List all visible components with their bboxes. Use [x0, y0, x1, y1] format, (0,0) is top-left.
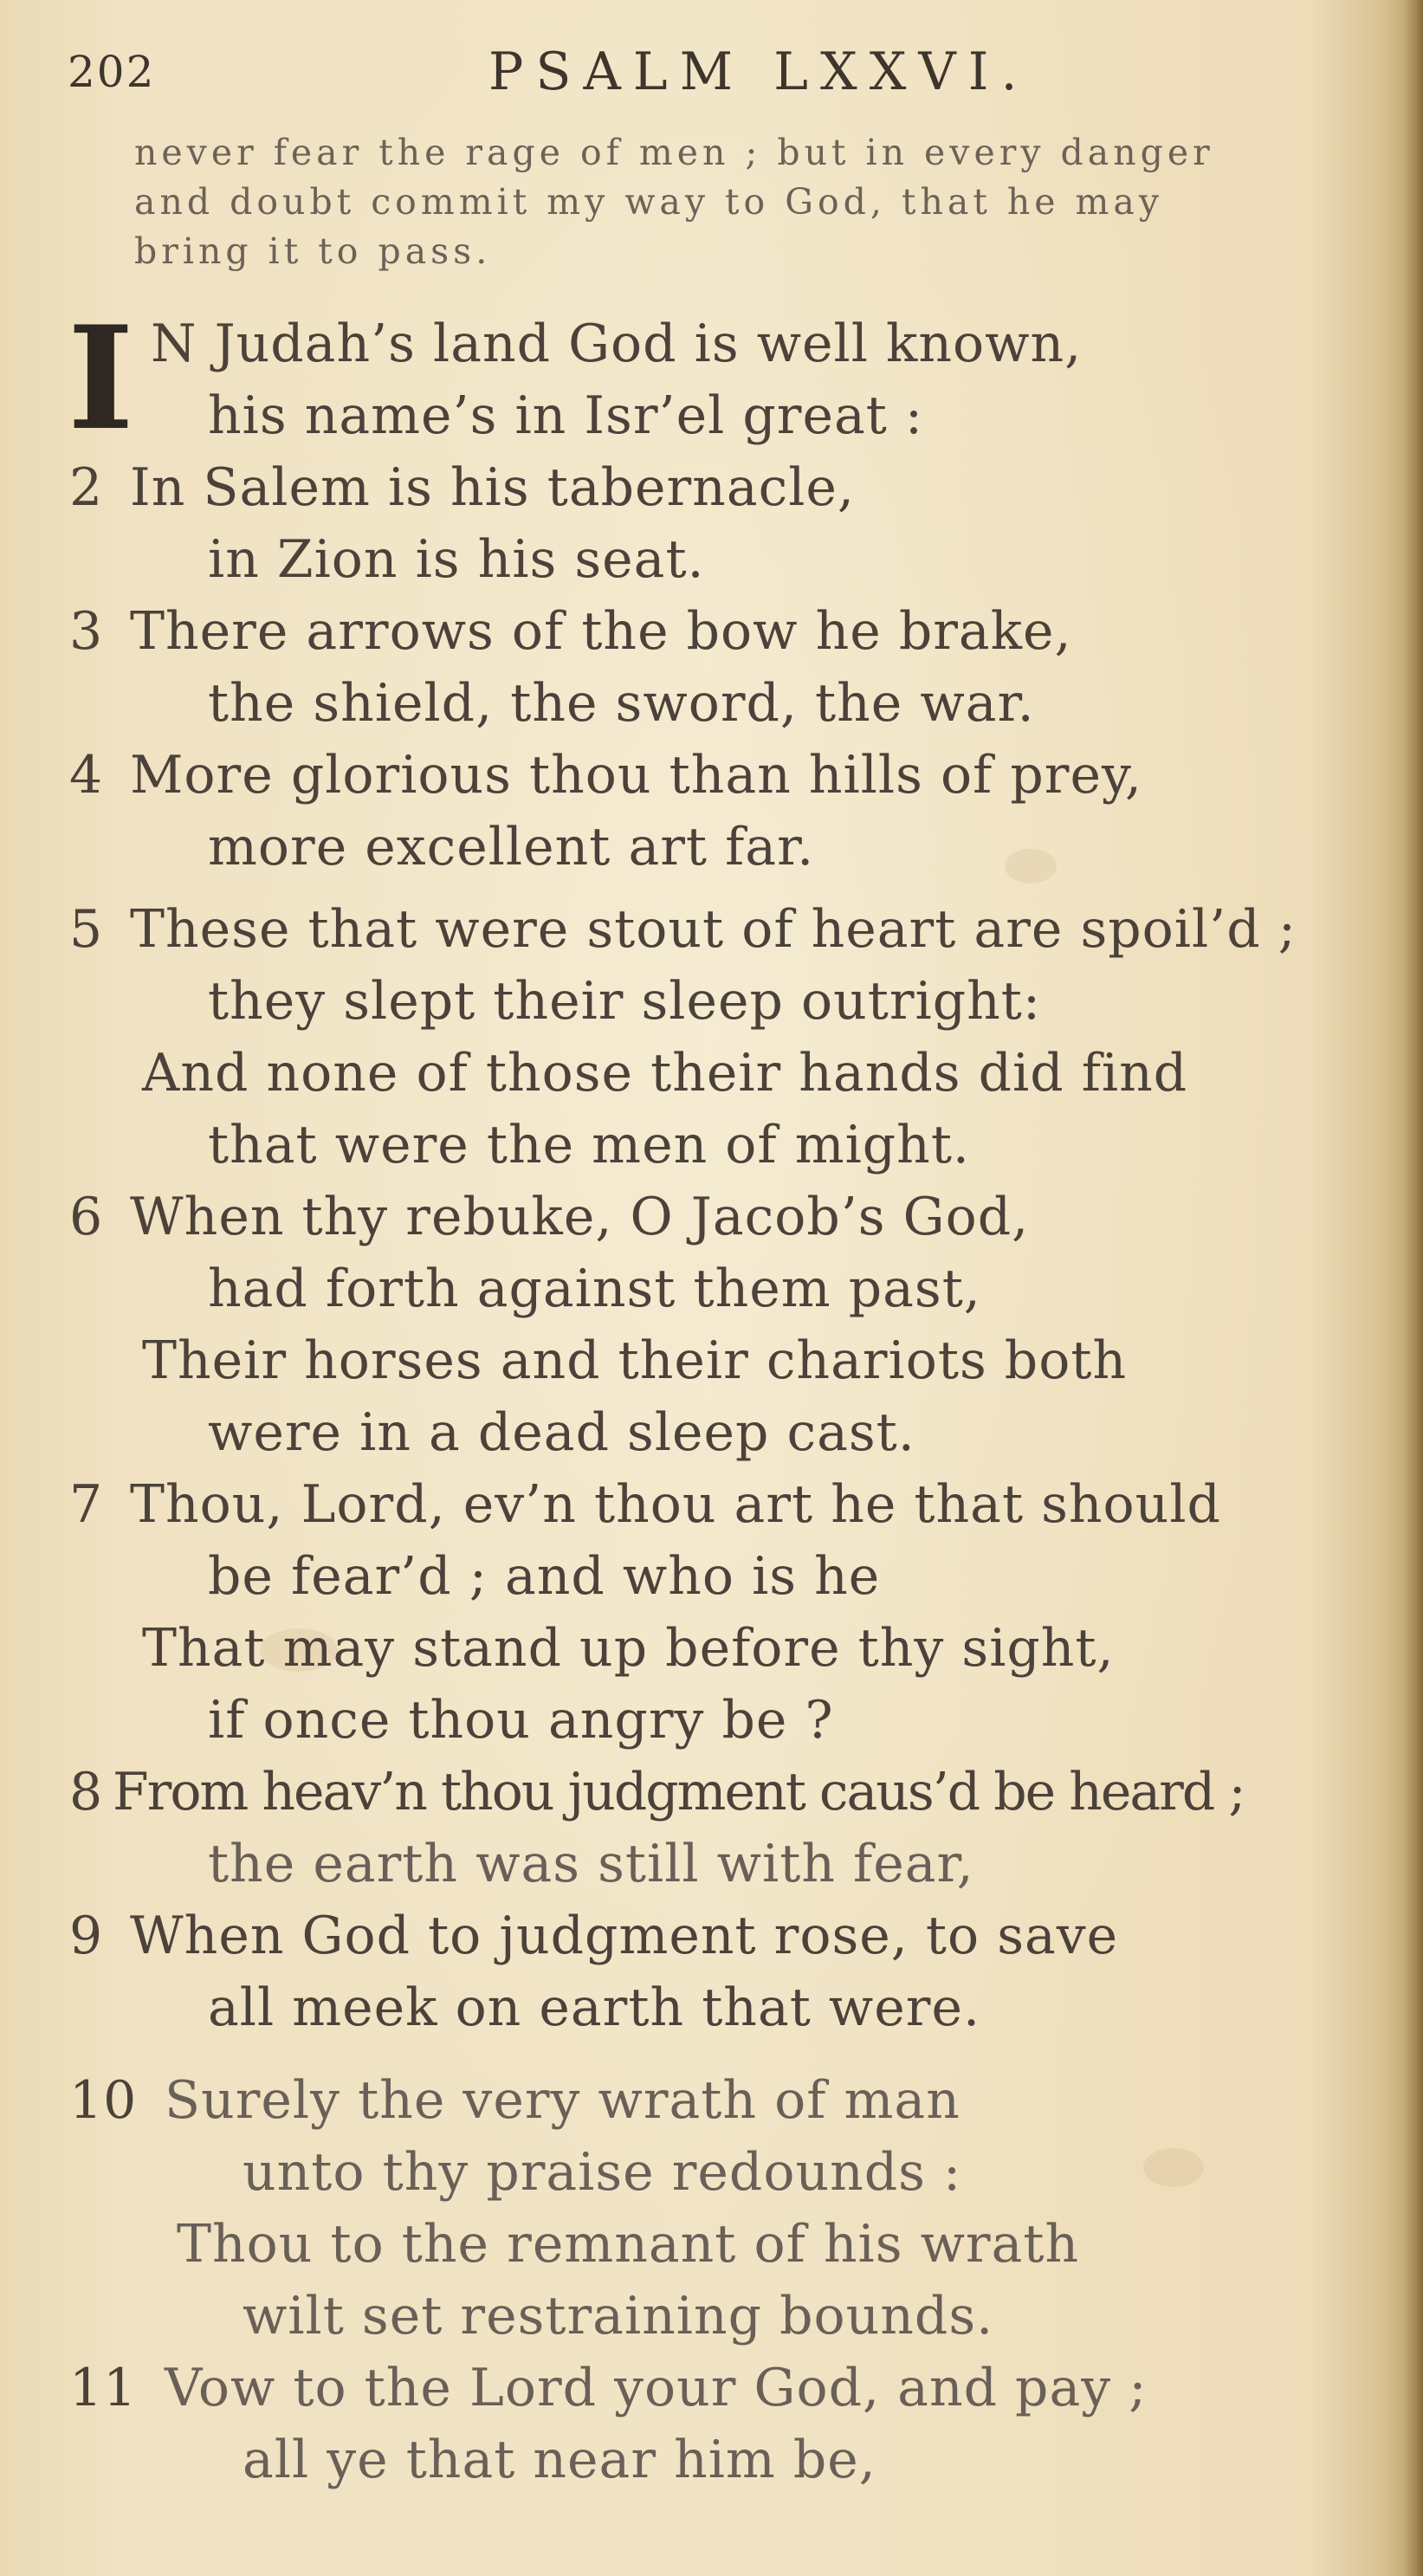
verse-text: Their horses and their chariots both [142, 1330, 1128, 1391]
verse-line [151, 314, 1082, 374]
verse-text: And none of those their hands did find [142, 1043, 1188, 1104]
verse-text: unto thy praise redounds : [243, 2142, 962, 2203]
verse-text: the shield, the sword, the war. [208, 673, 1035, 734]
verse-number: 11 [69, 2358, 138, 2418]
verse-text: N Judah’s land God is well known, [151, 314, 1083, 374]
verse-line [208, 1115, 970, 1175]
verse-number: 9 [69, 1906, 104, 1966]
running-head: PSALM LXXVI. [488, 42, 1030, 102]
verse-line [69, 1762, 1245, 1822]
verse-line [208, 1690, 834, 1751]
verse-text: more excellent art far. [208, 817, 815, 877]
verse-text: be fear’d ; and who is he [208, 1546, 881, 1607]
intro-line: bring it to pass. [134, 230, 492, 272]
verse-text: all ye that near him be, [243, 2430, 876, 2490]
verse-line [243, 2286, 993, 2346]
verse-line [69, 745, 1142, 806]
page-edge-shadow [1404, 0, 1423, 2576]
verse-line [69, 1906, 1118, 1966]
verse-line [69, 2358, 1147, 2418]
verse-line [208, 1402, 915, 1463]
verse-text: wilt set restraining bounds. [243, 2286, 994, 2346]
intro-line: never fear the rage of men ; but in every danger [134, 132, 1214, 173]
verse-text: When God to judgment rose, to save [130, 1906, 1119, 1966]
verse-text: When thy rebuke, O Jacob’s God, [130, 1187, 1030, 1247]
verse-line [69, 1187, 1029, 1247]
verse-text: if once thou angry be ? [208, 1690, 834, 1751]
verse-text: There arrows of the bow he brake, [130, 601, 1072, 662]
verse-text: that were the men of might. [208, 1115, 971, 1175]
verse-line [142, 1330, 1127, 1391]
psalm-verses [69, 0, 1386, 2576]
verse-line [69, 601, 1072, 662]
verse-text: they slept their sleep outright: [208, 971, 1042, 1032]
verse-text: in Zion is his seat. [208, 529, 705, 590]
verse-line [69, 899, 1297, 960]
verse-text: Thou to the remnant of his wrath [177, 2214, 1080, 2275]
verse-line [208, 1977, 980, 2038]
verse-text: had forth against them past, [208, 1259, 981, 1319]
verse-number: 4 [69, 745, 104, 806]
verse-text: That may stand up before thy sight, [142, 1618, 1115, 1679]
verse-text: In Salem is his tabernacle, [130, 457, 855, 518]
verse-text: all meek on earth that were. [208, 1977, 981, 2038]
verse-text: From heav’n thou judgment caus’d be heard ; [113, 1762, 1245, 1822]
verse-number: 6 [69, 1187, 104, 1247]
verse-number: 5 [69, 899, 104, 960]
verse-text: Vow to the Lord your God, and pay ; [165, 2358, 1148, 2418]
verse-number: 10 [69, 2070, 138, 2131]
verse-text: the earth was still with fear, [208, 1834, 974, 1894]
verse-line [208, 529, 705, 590]
page-number: 202 [68, 47, 156, 97]
verse-line [243, 2142, 961, 2203]
verse-text: More glorious thou than hills of prey, [130, 745, 1142, 806]
verse-line [208, 673, 1035, 734]
verse-text: his name’s in Isr’el great : [208, 385, 924, 446]
drop-cap: I [68, 294, 134, 462]
verse-line [69, 2070, 961, 2131]
verse-text: were in a dead sleep cast. [208, 1402, 915, 1463]
verse-text: These that were stout of heart are spoil’d ; [130, 899, 1297, 960]
verse-line [208, 1546, 880, 1607]
verse-line [69, 1474, 1221, 1535]
verse-line [208, 1834, 974, 1894]
verse-number: 3 [69, 601, 104, 662]
verse-line [208, 817, 814, 877]
intro-line: and doubt commit my way to God, that he may [134, 181, 1164, 223]
verse-line [69, 457, 855, 518]
verse-line [243, 2430, 876, 2490]
verse-line [142, 1618, 1115, 1679]
verse-line [208, 971, 1041, 1032]
verse-line [142, 1043, 1187, 1104]
verse-text: Thou, Lord, ev’n thou art he that should [130, 1474, 1221, 1535]
verse-line [208, 1259, 981, 1319]
verse-number: 8 [69, 1762, 101, 1822]
verse-number: 7 [69, 1474, 104, 1535]
verse-number: 2 [69, 457, 104, 518]
verse-text: Surely the very wrath of man [165, 2070, 961, 2131]
verse-line [208, 385, 923, 446]
verse-line [177, 2214, 1079, 2275]
